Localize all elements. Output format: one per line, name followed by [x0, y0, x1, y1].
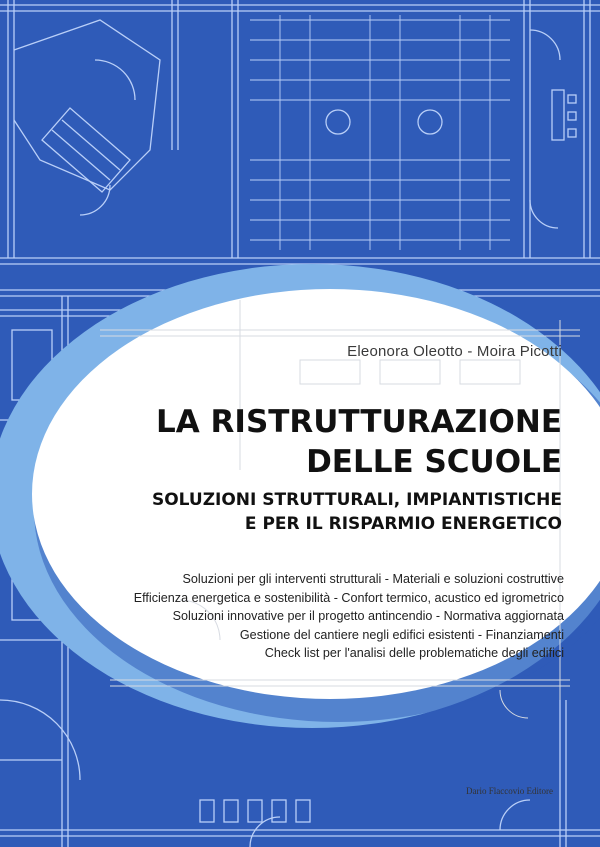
subtitle-line: SOLUZIONI STRUTTURALI, IMPIANTISTICHE [151, 490, 562, 510]
title-line: DELLE SCUOLE [306, 444, 562, 480]
topic-item: Soluzioni per gli interventi strutturali - Materiali e soluzioni costruttive [182, 572, 564, 586]
book-title [156, 402, 562, 482]
topic-item: Efficienza energetica e sostenibilità - Confort termico, acustico ed igrometrico [133, 590, 564, 605]
subtitle-line: E PER IL RISPARMIO ENERGETICO [244, 514, 562, 534]
topic-item: Check list per l'analisi delle problematiche degli edifici [264, 646, 564, 661]
authors: Eleonora Oleotto - Moira Picotti [347, 343, 562, 360]
topics-list [134, 570, 564, 663]
publisher: Dario Flaccovio Editore [466, 786, 553, 796]
title-line: LA RISTRUTTURAZIONE [156, 404, 562, 440]
book-subtitle [152, 488, 562, 536]
topic-item: Soluzioni innovative per il progetto antincendio - Normativa aggiornata [172, 609, 564, 624]
topic-item: Gestione del cantiere negli edifici esistenti - Finanziamenti [239, 627, 564, 642]
